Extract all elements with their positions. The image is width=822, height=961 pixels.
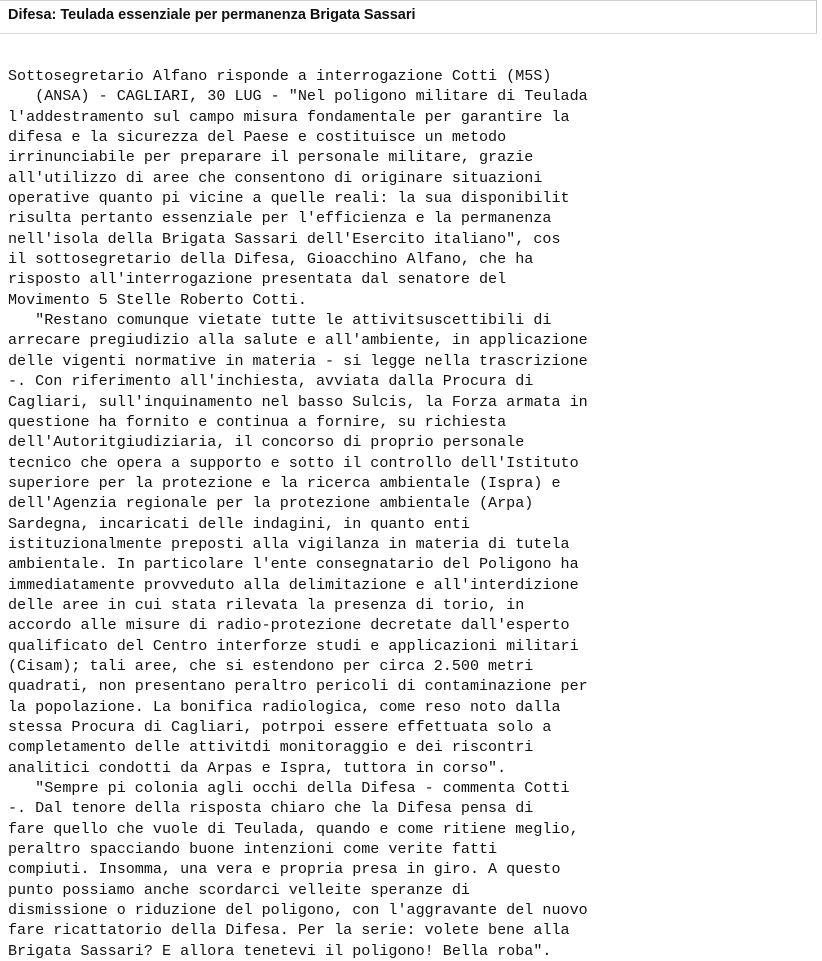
text-line: dell'Agenzia regionale per la protezione ambientale (Arpa) xyxy=(8,494,534,513)
text-line: questione ha fornito e continua a fornire, su richiesta xyxy=(8,412,507,431)
text-line: difesa e la sicurezza del Paese e costituisce un metodo xyxy=(8,128,507,147)
text-line: (ANSA) - CAGLIARI, 30 LUG - "Nel poligono militare di Teulada xyxy=(8,87,588,106)
text-line: "Sempre pi colonia agli occhi della Difesa - commenta Cotti xyxy=(8,779,570,798)
text-line: superiore per la protezione e la ricerca ambientale (Ispra) e xyxy=(8,473,561,492)
text-line: punto possiamo anche scordarci velleite speranze di xyxy=(8,880,470,899)
text-line: nell'isola della Brigata Sassari dell'Esercito italiano", cos xyxy=(8,229,561,248)
text-line: Movimento 5 Stelle Roberto Cotti. xyxy=(8,290,307,309)
text-line: Brigata Sassari? E allora tenetevi il poligono! Bella roba". xyxy=(8,941,552,960)
text-line: Cagliari, sull'inquinamento nel basso Sulcis, la Forza armata in xyxy=(8,392,588,411)
text-line: l'addestramento sul campo misura fondamentale per garantire la xyxy=(8,107,570,126)
text-line: istituzionalmente preposti alla vigilanza in materia di tutela xyxy=(8,534,570,553)
text-line: -. Con riferimento all'inchiesta, avviata dalla Procura di xyxy=(8,372,534,391)
text-line: ambientale. In particolare l'ente consegnatario del Poligono ha xyxy=(8,555,579,574)
title-bar xyxy=(0,0,817,34)
text-line: delle vigenti normative in materia - si legge nella trascrizione xyxy=(8,351,588,370)
text-line: qualificato del Centro interforze studi e applicazioni militari xyxy=(8,636,579,655)
text-line: tecnico che opera a supporto e sotto il controllo dell'Istituto xyxy=(8,453,579,472)
text-line: quadrati, non presentano peraltro pericoli di contaminazione per xyxy=(8,677,588,696)
text-line: arrecare pregiudizio alla salute e all'ambiente, in applicazione xyxy=(8,331,588,350)
text-line: "Restano comunque vietate tutte le attivitsuscettibili di xyxy=(8,311,552,330)
article-title: Difesa: Teulada essenziale per permanenza Brigata Sassari xyxy=(8,7,416,23)
text-line: risposto all'interrogazione presentata dal senatore del xyxy=(8,270,507,289)
text-line: dell'Autoritgiudiziaria, il concorso di proprio personale xyxy=(8,433,525,452)
text-line: all'utilizzo di aree che consentono di originare situazioni xyxy=(8,168,543,187)
text-line: analitici condotti da Arpas e Ispra, tuttora in corso". xyxy=(8,758,507,777)
text-line: (Cisam); tali aree, che si estendono per circa 2.500 metri xyxy=(8,656,534,675)
text-line: risulta pertanto essenziale per l'efficienza e la permanenza xyxy=(8,209,552,228)
text-line: Sottosegretario Alfano risponde a interrogazione Cotti (M5S) xyxy=(8,67,552,85)
title-divider xyxy=(0,33,817,34)
text-line: -. Dal tenore della risposta chiaro che la Difesa pensa di xyxy=(8,799,534,818)
text-line: fare quello che vuole di Teulada, quando e come ritiene meglio, xyxy=(8,819,579,838)
text-line: accordo alle misure di radio-protezione decretate dall'esperto xyxy=(8,616,570,635)
text-line: dismissione o riduzione del poligono, con l'aggravante del nuovo xyxy=(8,901,588,920)
text-line: stessa Procura di Cagliari, potrpoi essere effettuata solo a xyxy=(8,718,552,736)
text-line: immediatamente provveduto alla delimitazione e all'interdizione xyxy=(8,575,579,594)
text-line: compiuti. Insomma, una vera e propria presa in giro. A questo xyxy=(8,860,561,879)
text-line: Sardegna, incaricati delle indagini, in quanto enti xyxy=(8,514,470,533)
text-line: il sottosegretario della Difesa, Gioacchino Alfano, che ha xyxy=(8,250,534,269)
text-line: operative quanto pi vicine a quelle reali: la sua disponibilit xyxy=(8,189,570,208)
text-line: delle aree in cui stata rilevata la presenza di torio, in xyxy=(8,595,525,614)
text-line: irrinunciabile per preparare il personale militare, grazie xyxy=(8,148,534,167)
text-line: la popolazione. La bonifica radiologica, come reso noto dalla xyxy=(8,697,561,716)
text-line: completamento delle attivitdi monitoraggio e dei riscontri xyxy=(8,738,534,757)
article-body xyxy=(8,66,816,961)
text-line: peraltro spacciando buone intenzioni come verite fatti xyxy=(8,840,498,859)
text-line: fare ricattatorio della Difesa. Per la serie: volete bene alla xyxy=(8,921,570,940)
